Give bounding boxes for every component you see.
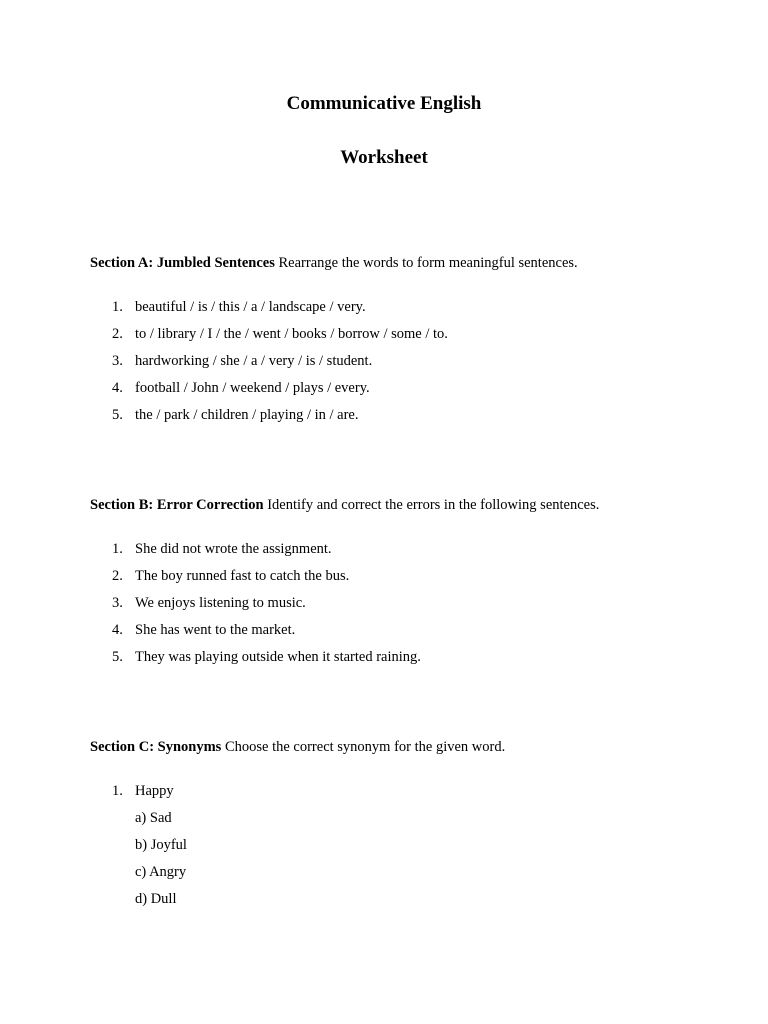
list-item (90, 782, 730, 809)
item-number: 3. (112, 353, 123, 369)
list-item (90, 621, 730, 648)
item-number: 1. (112, 541, 123, 557)
item-number: 4. (112, 622, 123, 638)
list-item (90, 325, 730, 352)
item-text: She has went to the market. (135, 622, 296, 638)
section-a (90, 254, 730, 433)
section-c-instruction: Choose the correct synonym for the given word. (221, 739, 506, 755)
item-text: Happy (135, 783, 174, 799)
section-b-instruction: Identify and correct the errors in the following sentences. (263, 497, 600, 513)
section-c-list (90, 782, 730, 809)
document-subtitle: Worksheet (340, 147, 428, 168)
section-c-heading (90, 738, 730, 756)
list-item (90, 540, 730, 567)
item-number: 5. (112, 407, 123, 423)
item-text: beautiful / is / this / a / landscape / very. (135, 299, 366, 315)
item-number: 1. (112, 783, 123, 799)
list-item (90, 594, 730, 621)
section-b-heading (90, 496, 730, 514)
list-item (90, 352, 730, 379)
list-item (90, 298, 730, 325)
section-b-title: Section B: Error Correction (90, 497, 264, 513)
item-number: 5. (112, 649, 123, 665)
item-number: 4. (112, 380, 123, 396)
section-a-heading (90, 254, 730, 272)
section-a-instruction: Rearrange the words to form meaningful sentences. (274, 255, 578, 271)
item-text: to / library / I / the / went / books / borrow / some / to. (135, 326, 448, 342)
option-a: a) Sad (135, 810, 172, 826)
item-text: They was playing outside when it started raining. (135, 649, 421, 665)
item-text: She did not wrote the assignment. (135, 541, 332, 557)
list-item (90, 379, 730, 406)
option-c: c) Angry (135, 864, 187, 880)
section-c-title: Section C: Synonyms (90, 739, 222, 755)
item-text: hardworking / she / a / very / is / student. (135, 353, 373, 369)
item-number: 3. (112, 595, 123, 611)
item-number: 2. (112, 326, 123, 342)
answer-options (90, 809, 730, 917)
list-item (90, 648, 730, 675)
list-item (90, 567, 730, 594)
document-title: Communicative English (286, 93, 482, 114)
item-text: The boy runned fast to catch the bus. (135, 568, 350, 584)
item-text: football / John / weekend / plays / every. (135, 380, 370, 396)
section-a-list (90, 298, 730, 433)
item-number: 1. (112, 299, 123, 315)
option-b: b) Joyful (135, 837, 187, 853)
list-item (90, 406, 730, 433)
option-d: d) Dull (135, 891, 177, 907)
item-number: 2. (112, 568, 123, 584)
section-a-title: Section A: Jumbled Sentences (90, 255, 275, 271)
item-text: the / park / children / playing / in / are. (135, 407, 359, 423)
section-b-list (90, 540, 730, 675)
section-b (90, 496, 730, 675)
section-c (90, 738, 730, 917)
item-text: We enjoys listening to music. (135, 595, 306, 611)
